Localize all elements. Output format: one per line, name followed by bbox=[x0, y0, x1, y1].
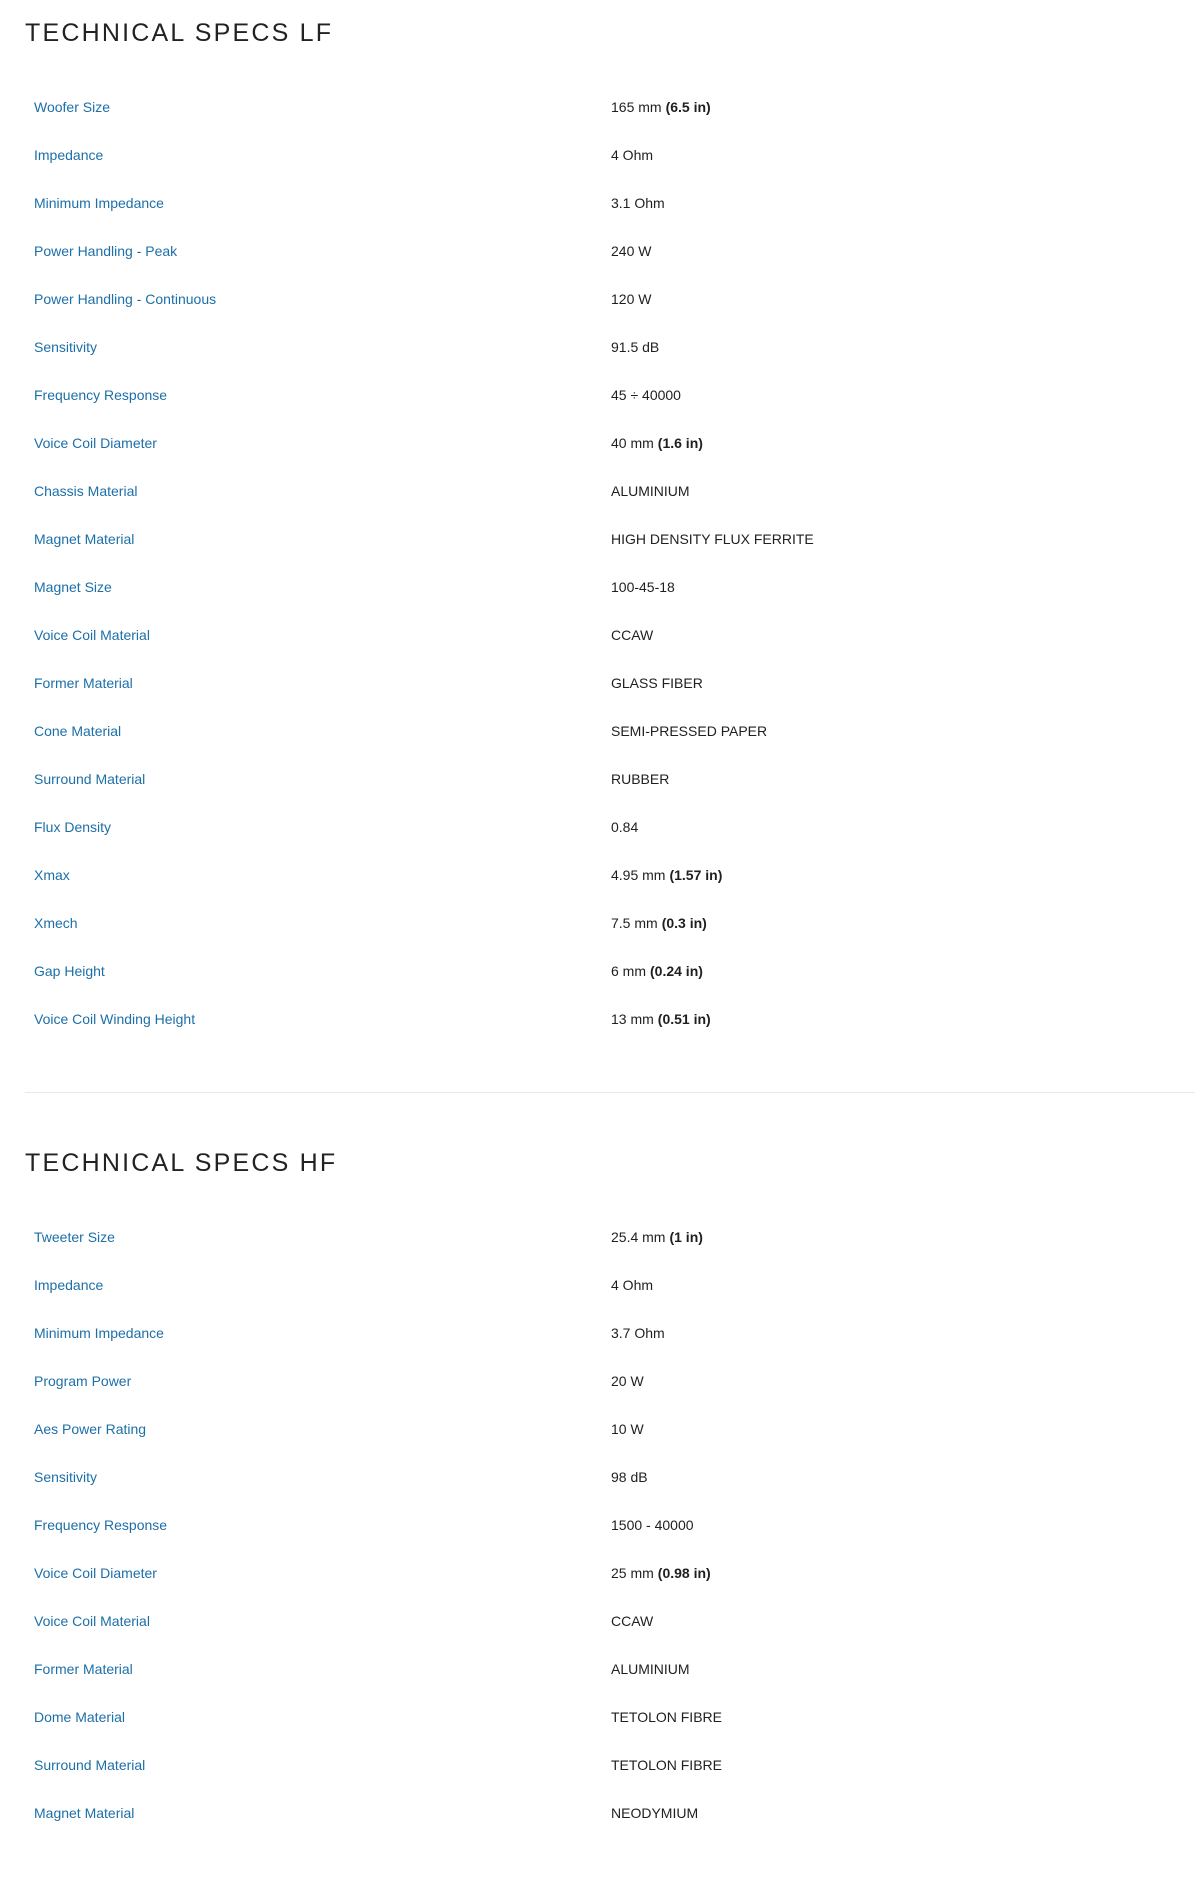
spec-value-metric: 1500 - 40000 bbox=[611, 1517, 694, 1533]
spec-value-metric: 25.4 mm bbox=[611, 1229, 666, 1245]
spec-row bbox=[25, 419, 1195, 467]
spec-label: Sensitivity bbox=[34, 1469, 98, 1485]
spec-label: Sensitivity bbox=[34, 339, 98, 355]
spec-row bbox=[25, 563, 1195, 611]
spec-label: Magnet Material bbox=[34, 531, 135, 547]
spec-row bbox=[25, 1645, 1195, 1693]
spec-value-metric: 40 mm bbox=[611, 435, 654, 451]
spec-value-metric: 7.5 mm bbox=[611, 915, 658, 931]
spec-label: Minimum Impedance bbox=[34, 195, 164, 211]
spec-label: Magnet Size bbox=[34, 579, 112, 595]
spec-value-metric: GLASS FIBER bbox=[611, 675, 703, 691]
lf-spec-table bbox=[25, 83, 1195, 1043]
spec-value bbox=[611, 1805, 1195, 1821]
spec-value bbox=[611, 1613, 1195, 1629]
spec-value bbox=[611, 723, 1195, 739]
spec-value-metric: CCAW bbox=[611, 627, 654, 643]
spec-value bbox=[611, 291, 1195, 307]
hf-spec-table bbox=[25, 1213, 1195, 1837]
spec-label: Former Material bbox=[34, 1661, 133, 1677]
spec-value-metric: 120 W bbox=[611, 291, 652, 307]
spec-label: Impedance bbox=[34, 1277, 104, 1293]
spec-value-imperial: (0.51 in) bbox=[657, 1011, 711, 1027]
spec-label: Voice Coil Material bbox=[34, 1613, 150, 1629]
spec-value bbox=[611, 387, 1195, 403]
spec-value-metric: SEMI-PRESSED PAPER bbox=[611, 723, 768, 739]
spec-value-metric: 45 ÷ 40000 bbox=[611, 387, 681, 403]
spec-row bbox=[25, 947, 1195, 995]
lf-specs-section bbox=[25, 0, 1195, 1043]
spec-value-metric: CCAW bbox=[611, 1613, 654, 1629]
spec-value bbox=[611, 915, 1195, 931]
spec-value-metric: TETOLON FIBRE bbox=[611, 1757, 722, 1773]
spec-label: Chassis Material bbox=[34, 483, 138, 499]
spec-value bbox=[611, 483, 1195, 499]
spec-label: Impedance bbox=[34, 147, 104, 163]
spec-value bbox=[611, 1325, 1195, 1341]
spec-value bbox=[611, 435, 1195, 451]
spec-value bbox=[611, 1709, 1195, 1725]
spec-value-metric: TETOLON FIBRE bbox=[611, 1709, 722, 1725]
spec-value bbox=[611, 99, 1195, 115]
spec-value-metric: 165 mm bbox=[611, 99, 662, 115]
spec-label: Tweeter Size bbox=[34, 1229, 115, 1245]
spec-label: Flux Density bbox=[34, 819, 112, 835]
spec-value-imperial: (1 in) bbox=[669, 1229, 703, 1245]
spec-value bbox=[611, 1757, 1195, 1773]
spec-row bbox=[25, 611, 1195, 659]
spec-value bbox=[611, 1565, 1195, 1581]
spec-value-imperial: (6.5 in) bbox=[665, 99, 711, 115]
spec-label: Xmech bbox=[34, 915, 78, 931]
spec-label: Gap Height bbox=[34, 963, 105, 979]
spec-value bbox=[611, 195, 1195, 211]
spec-row bbox=[25, 995, 1195, 1043]
spec-value-metric: 100-45-18 bbox=[611, 579, 675, 595]
spec-row bbox=[25, 803, 1195, 851]
spec-value bbox=[611, 243, 1195, 259]
spec-value-metric: 4.95 mm bbox=[611, 867, 666, 883]
spec-label: Frequency Response bbox=[34, 1517, 168, 1533]
spec-row bbox=[25, 899, 1195, 947]
spec-value bbox=[611, 867, 1195, 883]
spec-value-metric: HIGH DENSITY FLUX FERRITE bbox=[611, 531, 814, 547]
spec-value bbox=[611, 531, 1195, 547]
spec-value bbox=[611, 1517, 1195, 1533]
spec-row bbox=[25, 1453, 1195, 1501]
spec-value-imperial: (1.57 in) bbox=[669, 867, 723, 883]
spec-row bbox=[25, 1549, 1195, 1597]
spec-value bbox=[611, 963, 1195, 979]
spec-label: Voice Coil Diameter bbox=[34, 435, 157, 451]
spec-value-metric: 98 dB bbox=[611, 1469, 648, 1485]
spec-label: Dome Material bbox=[34, 1709, 126, 1725]
spec-row bbox=[25, 275, 1195, 323]
spec-row bbox=[25, 1261, 1195, 1309]
spec-value bbox=[611, 627, 1195, 643]
spec-value bbox=[611, 339, 1195, 355]
spec-row bbox=[25, 1213, 1195, 1261]
spec-row bbox=[25, 1357, 1195, 1405]
spec-value-metric: 25 mm bbox=[611, 1565, 654, 1581]
spec-value-metric: 10 W bbox=[611, 1421, 644, 1437]
spec-row bbox=[25, 179, 1195, 227]
spec-value-imperial: (0.98 in) bbox=[657, 1565, 711, 1581]
spec-value bbox=[611, 1421, 1195, 1437]
spec-value bbox=[611, 1661, 1195, 1677]
spec-row bbox=[25, 1309, 1195, 1357]
spec-value-metric: 6 mm bbox=[611, 963, 646, 979]
spec-value-metric: RUBBER bbox=[611, 771, 670, 787]
spec-row bbox=[25, 707, 1195, 755]
spec-label: Frequency Response bbox=[34, 387, 168, 403]
hf-specs-section bbox=[25, 1130, 1195, 1837]
spec-label: Woofer Size bbox=[34, 99, 110, 115]
spec-value-metric: 3.1 Ohm bbox=[611, 195, 665, 211]
spec-value bbox=[611, 675, 1195, 691]
spec-row bbox=[25, 371, 1195, 419]
spec-row bbox=[25, 1597, 1195, 1645]
spec-row bbox=[25, 1789, 1195, 1837]
spec-value-metric: 4 Ohm bbox=[611, 1277, 654, 1293]
spec-value-imperial: (1.6 in) bbox=[657, 435, 703, 451]
spec-value-metric: 13 mm bbox=[611, 1011, 654, 1027]
spec-row bbox=[25, 83, 1195, 131]
spec-row bbox=[25, 659, 1195, 707]
spec-value bbox=[611, 147, 1195, 163]
spec-label: Aes Power Rating bbox=[34, 1421, 147, 1437]
spec-value-metric: 240 W bbox=[611, 243, 652, 259]
spec-value bbox=[611, 771, 1195, 787]
spec-value-metric: NEODYMIUM bbox=[611, 1805, 699, 1821]
spec-value bbox=[611, 819, 1195, 835]
spec-value bbox=[611, 1277, 1195, 1293]
spec-value-imperial: (0.3 in) bbox=[661, 915, 707, 931]
spec-row bbox=[25, 227, 1195, 275]
spec-value-metric: 91.5 dB bbox=[611, 339, 660, 355]
spec-value bbox=[611, 1373, 1195, 1389]
spec-row bbox=[25, 1741, 1195, 1789]
spec-label: Power Handling - Peak bbox=[34, 243, 178, 259]
lf-section-title: TECHNICAL SPECS LF bbox=[25, 19, 334, 47]
spec-label: Magnet Material bbox=[34, 1805, 135, 1821]
spec-label: Program Power bbox=[34, 1373, 132, 1389]
spec-label: Cone Material bbox=[34, 723, 122, 739]
spec-value-metric: ALUMINIUM bbox=[611, 1661, 690, 1677]
spec-value-metric: 0.84 bbox=[611, 819, 639, 835]
spec-row bbox=[25, 1405, 1195, 1453]
spec-label: Voice Coil Diameter bbox=[34, 1565, 157, 1581]
spec-value-metric: ALUMINIUM bbox=[611, 483, 690, 499]
spec-label: Minimum Impedance bbox=[34, 1325, 164, 1341]
spec-label: Voice Coil Material bbox=[34, 627, 150, 643]
spec-row bbox=[25, 1693, 1195, 1741]
spec-row bbox=[25, 515, 1195, 563]
section-divider bbox=[25, 1092, 1195, 1093]
spec-value bbox=[611, 579, 1195, 595]
spec-value-metric: 3.7 Ohm bbox=[611, 1325, 665, 1341]
spec-label: Surround Material bbox=[34, 771, 146, 787]
spec-row bbox=[25, 755, 1195, 803]
spec-row bbox=[25, 131, 1195, 179]
spec-row bbox=[25, 1501, 1195, 1549]
spec-value bbox=[611, 1469, 1195, 1485]
spec-row bbox=[25, 323, 1195, 371]
spec-label: Xmax bbox=[34, 867, 70, 883]
spec-value-metric: 4 Ohm bbox=[611, 147, 654, 163]
spec-label: Power Handling - Continuous bbox=[34, 291, 217, 307]
hf-section-title: TECHNICAL SPECS HF bbox=[25, 1149, 338, 1177]
spec-value-metric: 20 W bbox=[611, 1373, 644, 1389]
spec-value bbox=[611, 1011, 1195, 1027]
spec-row bbox=[25, 467, 1195, 515]
spec-value-imperial: (0.24 in) bbox=[650, 963, 703, 979]
spec-row bbox=[25, 851, 1195, 899]
spec-value bbox=[611, 1229, 1195, 1245]
spec-label: Voice Coil Winding Height bbox=[34, 1011, 196, 1027]
spec-label: Surround Material bbox=[34, 1757, 146, 1773]
spec-label: Former Material bbox=[34, 675, 133, 691]
